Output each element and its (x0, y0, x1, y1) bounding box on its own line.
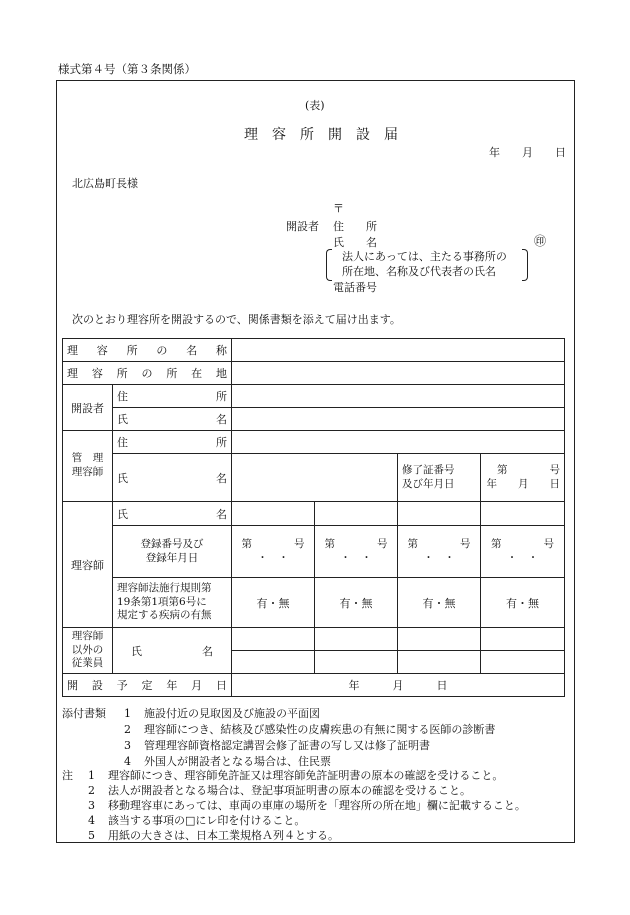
barber-name-3[interactable] (398, 502, 481, 526)
notes (62, 770, 567, 846)
registration-2[interactable] (315, 526, 398, 578)
barber-name-label (113, 502, 232, 526)
disease-3[interactable]: 有・無 (398, 578, 481, 628)
disease-4[interactable]: 有・無 (481, 578, 565, 628)
attachment-text: 外国人が開設者となる場合は、住民票 (144, 755, 331, 768)
staff-7[interactable] (398, 651, 481, 674)
attachment-no: 1 (124, 707, 131, 720)
phone-label: 電話番号 (333, 281, 377, 294)
attachment-text: 管理理容師資格認定講習会修了証書の写し又は修了証明書 (144, 739, 430, 752)
manager-name-field[interactable] (232, 454, 398, 502)
staff-1[interactable] (232, 628, 315, 651)
cert-label (398, 454, 481, 502)
attachments-label: 添付書類 (62, 707, 106, 720)
note-text: 理容師につき、理容師免許証又は理容師免許証明書の原本の確認を受けること。 (108, 769, 504, 782)
form-title: 理 容 所 開 設 届 (244, 127, 398, 143)
shop-location-label (63, 362, 232, 385)
corp-note-line2: 所在地、名称及び代表者の氏名 (342, 265, 496, 278)
disease-label-line1: 理容師法施行規則第 (117, 582, 212, 595)
label-text: 開 設 予 定 年 月 日 (67, 679, 227, 692)
staff-4[interactable] (481, 628, 565, 651)
staff-label-line2: 以外の (71, 643, 104, 656)
cert-number: 第 号 (497, 463, 560, 476)
applicant-address-label: 住 所 (333, 220, 377, 233)
opener-name-field[interactable] (232, 408, 565, 431)
cert-field[interactable] (481, 454, 565, 502)
intro-text: 次のとおり理容所を開設するので、関係書類を添えて届け出ます。 (72, 313, 401, 326)
registration-4[interactable] (481, 526, 565, 578)
disease-1[interactable]: 有・無 (232, 578, 315, 628)
opener-label: 開設者 (63, 385, 113, 431)
disease-2[interactable]: 有・無 (315, 578, 398, 628)
manager-address-field[interactable] (232, 431, 565, 454)
registration-label (113, 526, 232, 578)
shop-location-field[interactable] (232, 362, 565, 385)
label-text: 理 容 所 の 所 在 地 (67, 367, 227, 380)
reg-date: ・ ・ (257, 551, 289, 564)
registration-3[interactable] (398, 526, 481, 578)
staff-5[interactable] (232, 651, 315, 674)
note-no: 1 (88, 769, 95, 782)
applicant-label: 開設者 (286, 220, 319, 233)
barber-name-2[interactable] (315, 502, 398, 526)
staff-2[interactable] (315, 628, 398, 651)
applicant-name-label: 氏 名 (333, 236, 377, 249)
label-text: 氏 名 (117, 507, 227, 521)
registration-label-line2: 登録年月日 (145, 551, 199, 564)
note-text: 該当する事項の□にレ印を付けること。 (108, 814, 306, 827)
reg-date: ・ ・ (506, 551, 539, 564)
note-no: 3 (88, 799, 95, 812)
attachments (62, 708, 562, 768)
staff-name-label (113, 628, 232, 674)
disease-label-line3: 規定する疾病の有無 (117, 609, 212, 622)
disease-label (113, 578, 232, 628)
notes-label: 注 (62, 769, 73, 782)
staff-label (63, 628, 113, 674)
manager-name-label (113, 454, 232, 502)
note-no: 5 (88, 829, 95, 842)
label-text: 氏 名 (117, 471, 227, 485)
reg-date: ・ ・ (423, 551, 455, 564)
staff-8[interactable] (481, 651, 565, 674)
note-no: 4 (88, 814, 95, 827)
note-text: 用紙の大きさは、日本工業規格Ａ列４とする。 (108, 829, 339, 842)
barber-label: 理容師 (63, 502, 113, 628)
label-text: 氏 名 (117, 413, 227, 426)
shop-name-field[interactable] (232, 339, 565, 362)
manager-label (63, 431, 113, 502)
postal-mark: 〒 (333, 202, 344, 215)
staff-3[interactable] (398, 628, 481, 651)
registration-1[interactable] (232, 526, 315, 578)
seal-mark: ㊞ (534, 234, 547, 248)
manager-label-line2: 理容師 (71, 466, 104, 478)
staff-label-line1: 理容師 (71, 630, 104, 643)
manager-address-label (113, 431, 232, 454)
attachment-no: 3 (124, 739, 131, 752)
disease-label-line2: 19条第1項第6号に (117, 595, 207, 608)
note-text: 移動理容車にあっては、車両の車庫の場所を「理容所の所在地」欄に記載すること。 (108, 799, 526, 812)
label-text: 住 所 (117, 390, 227, 403)
barber-name-1[interactable] (232, 502, 315, 526)
label-text: 氏 名 (131, 644, 213, 658)
attachment-text: 施設付近の見取図及び施設の平面図 (144, 707, 320, 720)
reg-number: 第 号 (324, 537, 388, 550)
open-date-field[interactable]: 年 月 日 (232, 674, 565, 697)
reg-number: 第 号 (407, 537, 471, 550)
cert-date: 年 月 日 (486, 477, 560, 490)
side-label: (表) (305, 99, 325, 112)
opener-address-field[interactable] (232, 385, 565, 408)
staff-label-line3: 従業員 (71, 657, 104, 670)
open-date-label (63, 674, 232, 697)
attachment-text: 理容師につき、結核及び感染性の皮膚疾患の有無に関する医師の診断書 (144, 723, 496, 736)
date-line: 年 月 日 (489, 146, 566, 159)
right-bracket (522, 249, 528, 281)
cert-label-line2: 及び年月日 (402, 477, 455, 490)
barber-name-4[interactable] (481, 502, 565, 526)
opener-address-label (113, 385, 232, 408)
note-no: 2 (88, 784, 95, 797)
left-bracket (326, 249, 332, 281)
registration-label-line1: 登録番号及び (140, 537, 204, 550)
reg-date: ・ ・ (340, 551, 372, 564)
staff-6[interactable] (315, 651, 398, 674)
reg-number: 第 号 (241, 537, 305, 550)
corp-note-line1: 法人にあっては、主たる事務所の (342, 250, 507, 263)
attachment-no: 2 (124, 723, 131, 736)
opener-name-label (113, 408, 232, 431)
label-text: 住 所 (117, 436, 227, 449)
form-number: 様式第４号（第３条関係） (58, 62, 196, 76)
note-text: 法人が開設者となる場合は、登記事項証明書の原本の確認を受けること。 (108, 784, 471, 797)
manager-label-line1: 管 理 (71, 452, 104, 465)
addressee: 北広島町長様 (72, 177, 138, 190)
cert-label-line1: 修了証番号 (402, 463, 455, 476)
application-table (62, 338, 565, 697)
reg-number: 第 号 (491, 537, 554, 550)
attachment-no: 4 (124, 755, 131, 768)
shop-name-label (63, 339, 232, 362)
label-text: 理 容 所 の 名 称 (67, 344, 227, 357)
